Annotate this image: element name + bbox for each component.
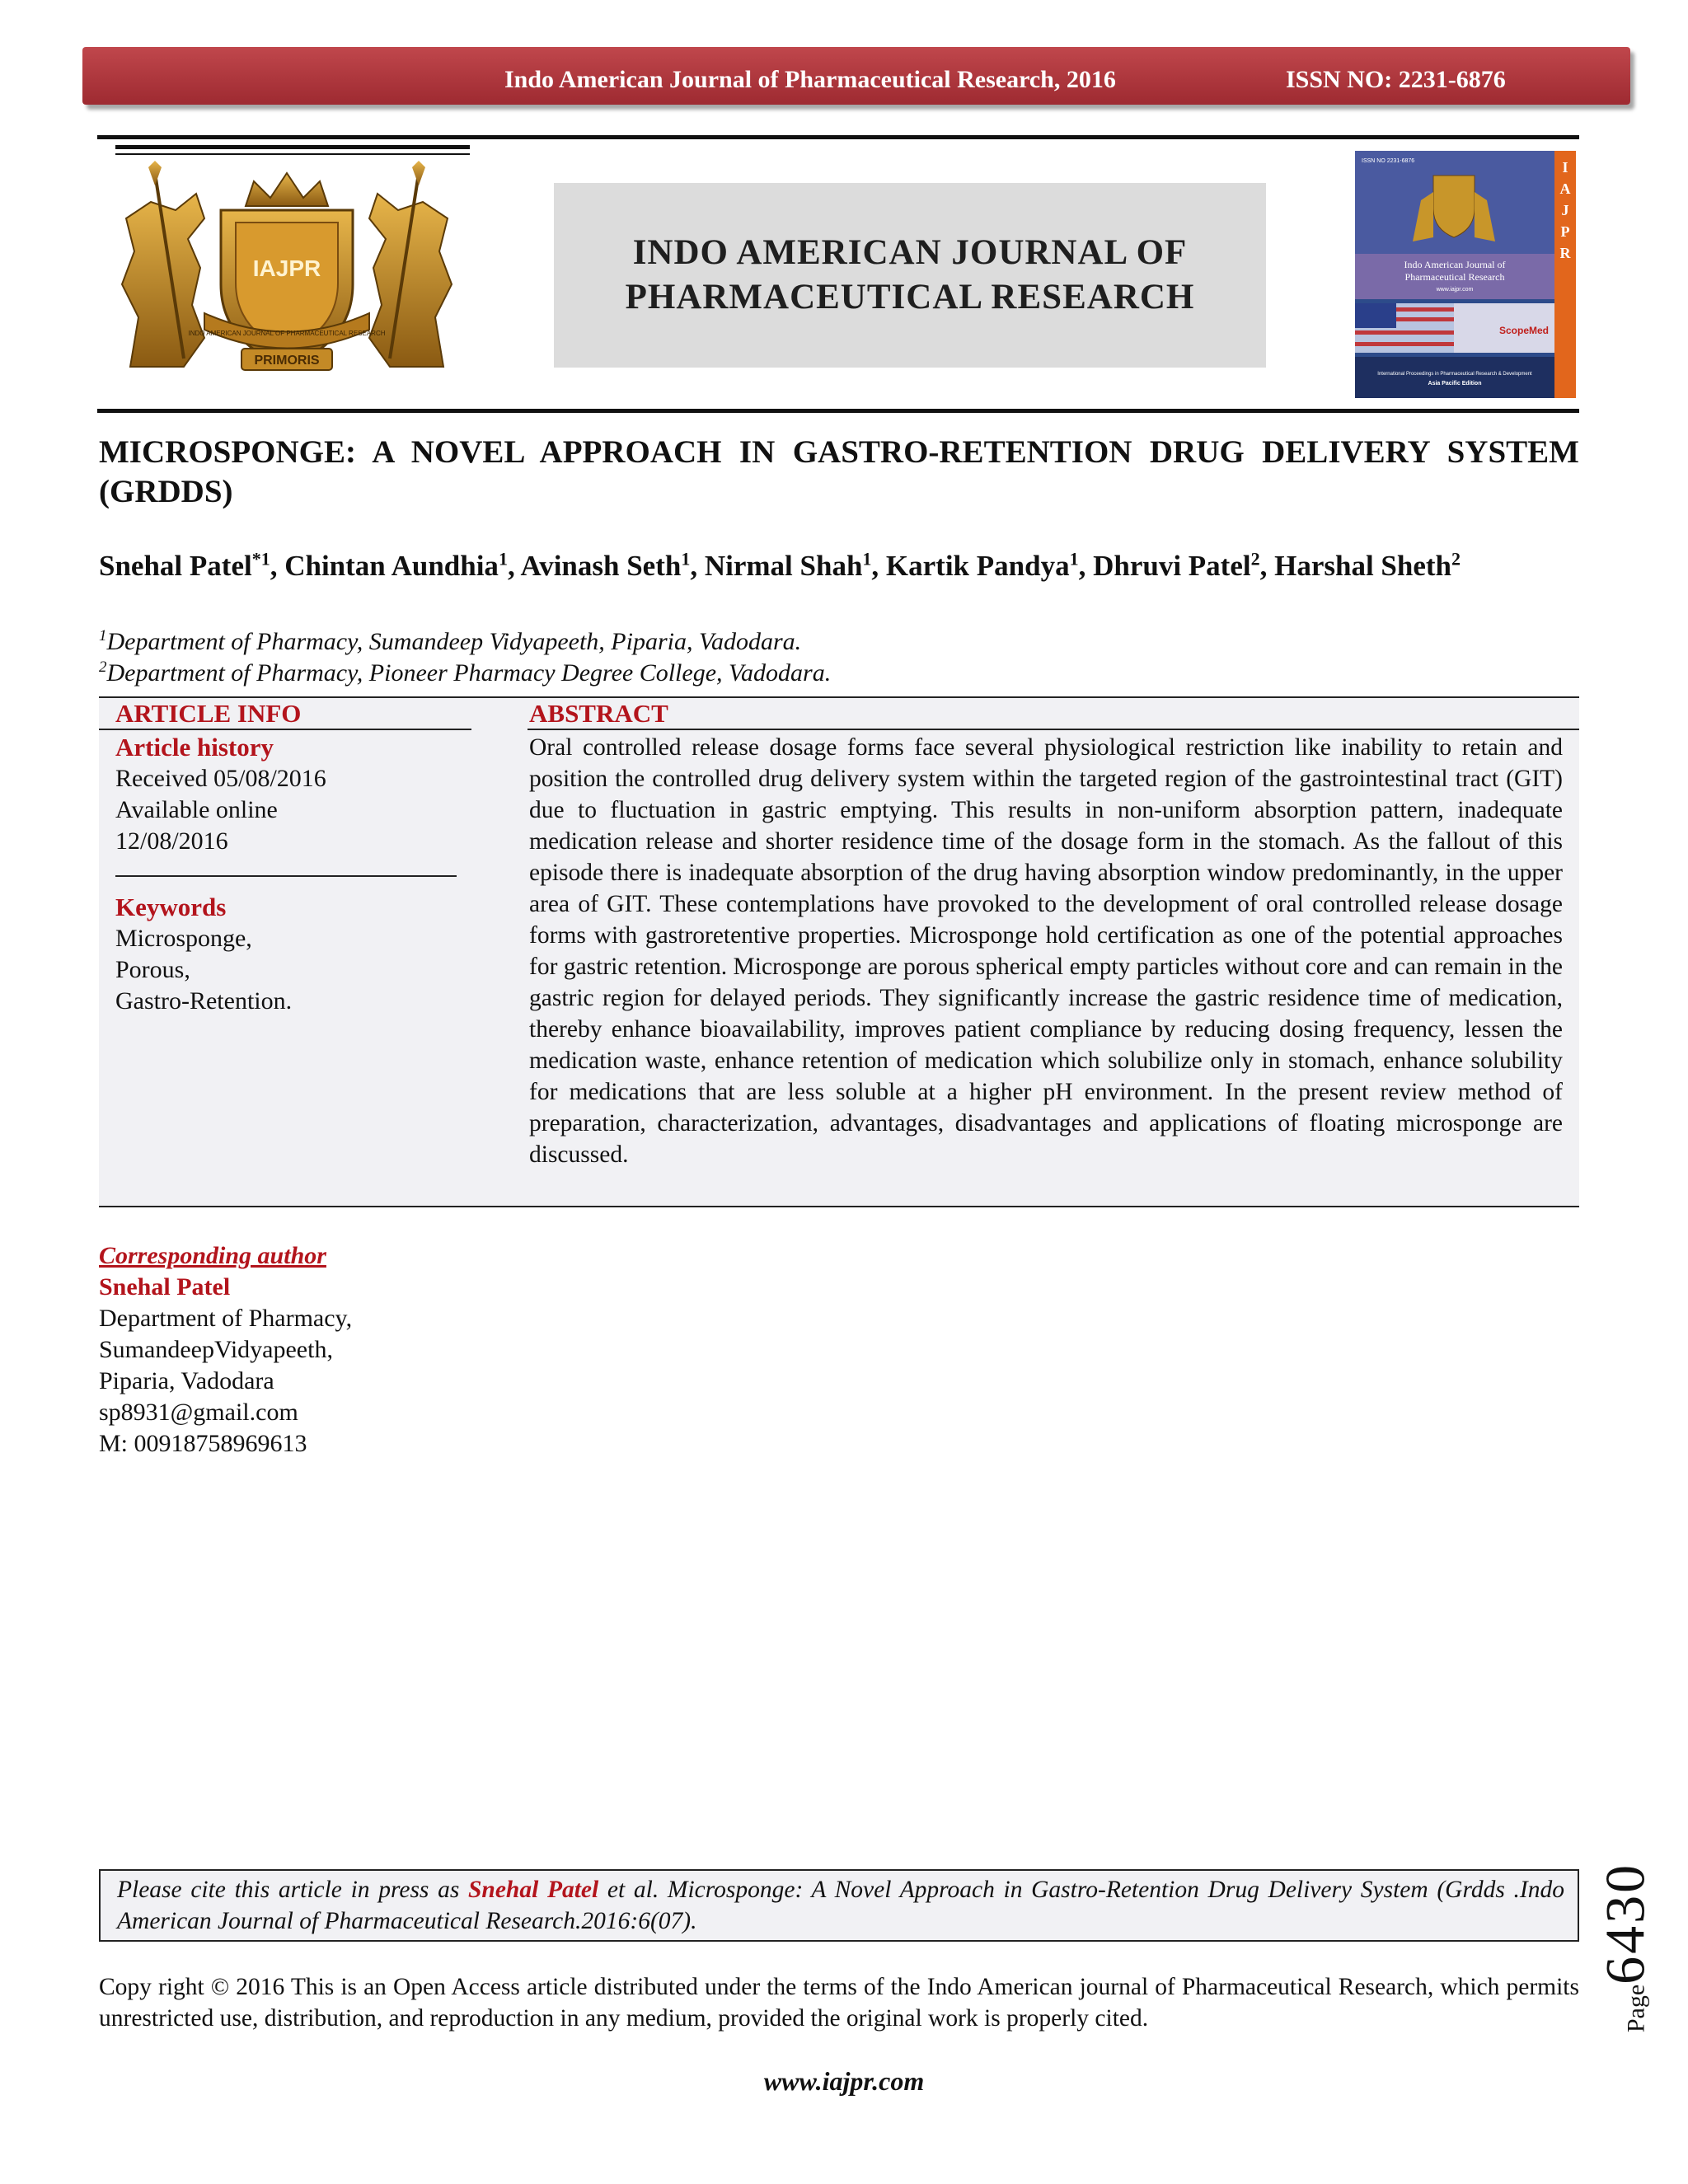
author-affil-sup: 1 — [862, 548, 872, 569]
author-name: Nirmal Shah — [704, 550, 863, 582]
crest-text-iajpr: IAJPR — [252, 255, 321, 281]
available-online: Available online — [115, 796, 278, 823]
banner-issn: ISSN NO: 2231-6876 — [1286, 66, 1506, 93]
citation-author: Snehal Patel — [468, 1877, 599, 1903]
cover-title-1: Indo American Journal of — [1404, 259, 1506, 270]
page-number-value: 6430 — [1593, 1862, 1657, 1985]
received-date: Received 05/08/2016 — [115, 765, 326, 792]
article-info-heading: ARTICLE INFO — [115, 699, 302, 728]
banner-journal-line: Indo American Journal of Pharmaceutical Research, 2016 — [504, 66, 1116, 93]
affiliation-text: Department of Pharmacy, Sumandeep Vidyapeeth, Piparia, Vadodara. — [106, 628, 802, 655]
page-number-rotated — [1593, 1863, 1658, 2032]
author-sep: , — [690, 550, 705, 582]
journal-title-box — [554, 183, 1266, 368]
abstract-text: Oral controlled release dosage forms face several physiological restriction like inability to retain and position the controlled drug delivery system within the targeted region of the gastrointestinal tract (GIT) due to fluctuation in gastric emptying. This results in non‑uniform absorption pattern, inadequate medication release and shorter residence time of the dosage form in the stomach. As the fallout of this episode there is inadequate absorption of the drug having absorption window predominantly, in the upper area of GIT. These contemplations have provoked to the development of oral controlled release dosage forms with gastroretentive properties. Microsponge hold certification as one of the potential approaches for gastric retention. Microsponge are porous spherical empty particles without core and can remain in the gastric region for delayed periods. They significantly increase the gastric residence time of medication, thereby enhance bioavailability, improves patient compliance by reducing dosing frequency, lessen the medication waste, enhance retention of medication which solubilize only in stomach, enhance solubility for medications that are less soluble at a higher pH environment. In the present review method of preparation, characterization, advantages, disadvantages and applications of floating microsponge are discussed. — [529, 734, 1563, 1168]
masthead-top-rule — [97, 135, 1579, 139]
keyword-item: Gastro-Retention. — [115, 987, 293, 1015]
journal-title-line-2: PHARMACEUTICAL RESEARCH — [625, 278, 1195, 316]
masthead-deco-rule — [115, 145, 470, 149]
affiliation-sup: 1 — [99, 627, 107, 644]
author-sep: , — [270, 550, 285, 582]
corresponding-line: Department of Pharmacy, — [99, 1305, 353, 1332]
cover-letter-p: P — [1560, 223, 1570, 240]
panel-bottom-rule — [99, 1206, 1579, 1207]
corresponding-author-block — [99, 1240, 593, 1460]
journal-cover-thumbnail — [1355, 151, 1576, 398]
masthead-bottom-rule — [97, 409, 1579, 413]
author-name: Avinash Seth — [520, 550, 682, 582]
cover-url: www.iajpr.com — [1436, 287, 1474, 293]
author-affil-sup: 2 — [1250, 548, 1260, 569]
journal-crest-logo — [106, 161, 468, 375]
author-sep: , — [1078, 550, 1094, 582]
cover-letter-i: I — [1562, 159, 1568, 176]
author-list — [99, 548, 1579, 584]
cover-title-2: Pharmaceutical Research — [1404, 271, 1505, 283]
author-name: Snehal Patel — [99, 550, 252, 582]
author-affil-sup: 2 — [1451, 548, 1461, 569]
keyword-item: Porous, — [115, 956, 190, 983]
author-affil-sup: 1 — [1069, 548, 1079, 569]
cover-letter-j: J — [1561, 202, 1569, 218]
page-word: Page — [1622, 1984, 1650, 2033]
affiliation-item — [99, 658, 1579, 689]
cover-brand: ScopeMed — [1498, 325, 1549, 336]
citation-text — [117, 1874, 1564, 1937]
crest-ribbon-text: INDO AMERICAN JOURNAL OF PHARMACEUTICAL RESEARCH — [188, 330, 386, 337]
corresponding-email[interactable]: sp8931@gmail.com — [99, 1399, 298, 1426]
corresponding-author-label: Corresponding author — [99, 1242, 326, 1269]
author-sep: , — [507, 550, 521, 582]
affiliation-sup: 2 — [99, 658, 107, 676]
author-sep: , — [1259, 550, 1275, 582]
keywords-divider — [115, 875, 457, 877]
author-affil-sup: *1 — [251, 548, 270, 569]
cover-letter-r: R — [1559, 245, 1571, 261]
article-title: MICROSPONGE: A NOVEL APPROACH IN GASTRO-RETENTION DRUG DELIVERY SYSTEM (GRDDS) — [99, 434, 1579, 509]
journal-title-line-1: INDO AMERICAN JOURNAL OF — [632, 233, 1188, 272]
corresponding-line: SumandeepVidyapeeth, — [99, 1336, 333, 1363]
cover-footer: International Proceedings in Pharmaceutical Research & Development — [1377, 372, 1532, 377]
author-name: Chintan Aundhia — [284, 550, 499, 582]
author-name: Kartik Pandya — [885, 550, 1070, 582]
page-number — [1592, 1861, 1658, 2034]
author-affil-sup: 1 — [498, 548, 508, 569]
keywords-label: Keywords — [115, 893, 227, 921]
article-history-label: Article history — [115, 733, 274, 762]
masthead-deco-rule-thin — [115, 153, 470, 155]
keyword-item: Microsponge, — [115, 925, 252, 952]
affiliation-text: Department of Pharmacy, Pioneer Pharmacy Degree College, Vadodara. — [106, 659, 832, 687]
available-date: 12/08/2016 — [115, 827, 228, 855]
author-affil-sup: 1 — [681, 548, 691, 569]
citation-prefix: Please cite this article in press as — [117, 1877, 469, 1903]
footer-website-link[interactable]: www.iajpr.com — [763, 2066, 925, 2096]
citation-rest: et al. Microsponge: A Novel Approach in Gastro-Retention Drug Delivery System (Grdds .Indo American Journal of Pharmaceutical Research.2016:6(07). — [117, 1877, 1564, 1934]
abstract-heading-rule — [528, 729, 1579, 730]
article-info-column — [115, 732, 462, 1017]
corresponding-author-name: Snehal Patel — [99, 1273, 231, 1301]
cover-edition: Asia Pacific Edition — [1428, 381, 1482, 387]
corresponding-line: Piparia, Vadodara — [99, 1367, 274, 1394]
corresponding-phone: M: 00918758969613 — [99, 1430, 307, 1457]
author-name: Dhruvi Patel — [1093, 550, 1251, 582]
author-sep: , — [871, 550, 886, 582]
panel-top-rule — [99, 696, 1579, 698]
author-name: Harshal Sheth — [1274, 550, 1451, 582]
crest-motto: PRIMORIS — [254, 354, 320, 368]
affiliation-list — [99, 626, 1579, 689]
copyright-notice: Copy right © 2016 This is an Open Access article distributed under the terms of the Indo American journal of Pharmaceutical Research, which permits unrestricted use, distribution, and reproduction in any medium, provided the original work is properly cited. — [99, 1974, 1579, 2032]
abstract-heading: ABSTRACT — [529, 699, 668, 728]
cover-letter-a: A — [1559, 180, 1571, 197]
cover-issn: ISSN NO 2231-6876 — [1362, 158, 1415, 164]
affiliation-item — [99, 626, 1579, 658]
